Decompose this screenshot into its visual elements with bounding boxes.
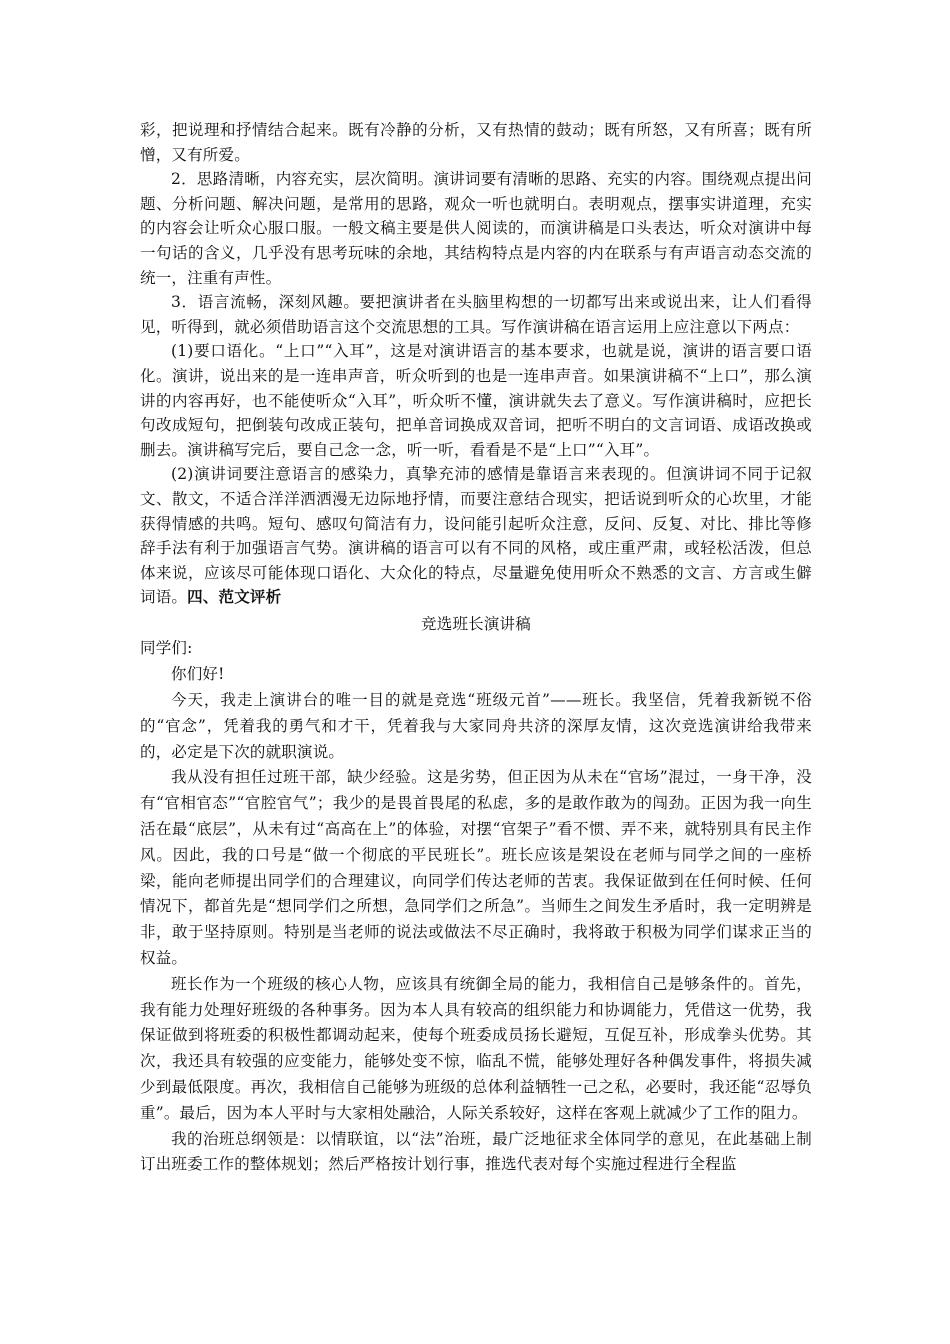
speech-paragraph: 班长作为一个班级的核心人物，应该具有统御全局的能力，我相信自己是够条件的。首先，我有能力处理好班级的各种事务。因为本人具有较高的组织能力和协调能力，凭借这一优势，我保证做到将班委的积极性都调动起来，使每个班委成员扬长避短，互促互补，形成拳头优势。其次，我还具有较强的应变能力，能够处变不惊，临乱不慌，能够处理好各种偶发事件，将损失减少到最低限度。再次，我相信自己能够为班级的总体利益牺牲一己之私，必要时，我还能“忍辱负重”。最后，因为本人平时与大家相处融洽，人际关系较好，这样在客观上就减少了工作的阻力。 [140, 974, 812, 1122]
intro-point-2: 2．思路清晰，内容充实，层次简明。演讲词要有清晰的思路、充实的内容。围绕观点提出问题、分析问题、解决问题，是常用的思路，观众一听也就明白。表明观点，摆事实讲道理，充实的内容会让听众心服口服。一般文稿主要是供人阅读的，而演讲稿是口头表达，听众对演讲中每一句话的含义，几乎没有思考玩味的余地，其结构特点是内容的内在联系与有声语言动态交流的统一，注重有声性。 [140, 170, 812, 287]
speech-salutation: 同学们: [140, 639, 193, 658]
intro-point-3-sub-1: (1)要口语化。“上口”“入耳”，这是对演讲语言的基本要求，也就是说，演讲的语言要口语化。演讲，说出来的是一连串声音，听众听到的也是一连串声音。如果演讲稿不“上口”，那么演讲的内容再好，也不能使听众“入耳”，听众听不懂，演讲就失去了意义。写作演讲稿时，应把长句改成短句，把倒装句改成正装句，把单音词换成双音词，把听不明白的文言词语、成语改换或删去。演讲稿写完后，要自己念一念，听一听，看看是不是“上口”“入耳”。 [140, 342, 812, 459]
intro-continued-paragraph: 彩，把说理和抒情结合起来。既有冷静的分析，又有热情的鼓动；既有所怒，又有所喜；既有所憎，又有所爱。 [140, 121, 812, 164]
intro-point-3-sub-2 [140, 462, 812, 610]
speech-paragraph: 我的治班总纲领是：以情联谊，以“法”治班，最广泛地征求全体同学的意见，在此基础上制订出班委工作的整体规划；然后严格按计划行事，推选代表对每个实施过程进行全程监 [140, 1129, 812, 1174]
section-heading: 四、范文评析 [187, 587, 282, 607]
intro-point-3-sub-2-text: (2)演讲词要注意语言的感染力，真挚充沛的感情是靠语言来表现的。但演讲词不同于记叙文、散文，不适合洋洋洒洒漫无边际地抒情，而要注意结合现实，把话说到听众的心坎里，才能获得情感的共鸣。短句、感叹句简洁有力，设问能引起听众注意，反问、反复、对比、排比等修辞手法有利于加强语言气势。演讲稿的语言可以有不同的风格，或庄重严肃，或轻松活泼，但总体来说，应该尽可能体现口语化、大众化的特点，尽量避免使用听众不熟悉的文言、方言或生僻词语。 [140, 465, 812, 607]
speech-paragraph: 今天，我走上演讲台的唯一目的就是竞选“班级元首”——班长。我坚信，凭着我新锐不俗的“官念”，凭着我的勇气和才干，凭着我与大家同舟共济的深厚友情，这次竞选演讲给我带来的，必定是下次的就职演说。 [140, 691, 812, 761]
speech-greeting: 你们好! [171, 665, 225, 684]
speech-title: 竞选班长演讲稿 [421, 614, 531, 633]
document-page [140, 118, 812, 1178]
intro-point-3: 3．语言流畅，深刻风趣。要把演讲者在头脑里构想的一切都写出来或说出来，让人们看得见，听得到，就必须借助语言这个交流思想的工具。写作演讲稿在语言运用上应注意以下两点： [140, 293, 812, 336]
speech-body [140, 636, 812, 1178]
speech-paragraph: 我从没有担任过班干部，缺少经验。这是劣势，但正因为从未在“官场”混过，一身干净，没有“官相官态”“官腔官气”；我少的是畏首畏尾的私虑，多的是敢作敢为的闯劲。正因为我一向生活在最“底层”，从未有过“高高在上”的体验，对摆“官架子”看不惯、弄不来，就特别具有民主作风。因此，我的口号是“做一个彻底的平民班长”。班长应该是架设在老师与同学之间的一座桥梁，能向老师提出同学们的合理建议，向同学们传达老师的苦衷。我保证做到在任何时候、任何情况下，都首先是“想同学们之所想，急同学们之所急”。当师生之间发生矛盾时，我一定明辨是非，敢于坚持原则。特别是当老师的说法或做法不尽正确时，我将敢于积极为同学们谋求正当的权益。 [140, 768, 812, 968]
